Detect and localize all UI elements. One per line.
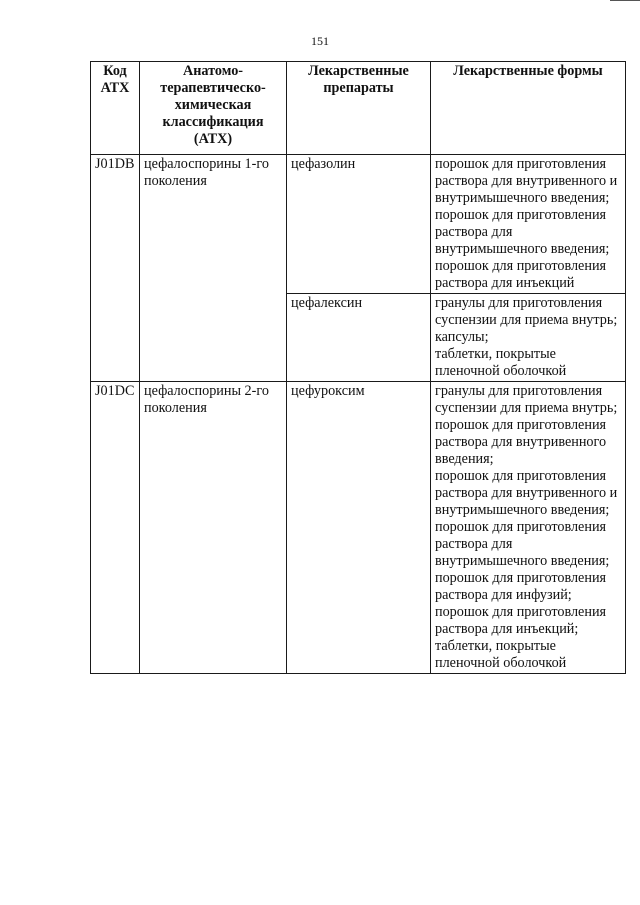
dosage-form-item: порошок для приготовления раствора для внутримышечного введения; — [435, 207, 610, 257]
dosage-form-item: таблетки, покрытые пленочной оболочкой — [435, 638, 567, 671]
header-dosage-forms: Лекарственные формы — [431, 62, 626, 155]
table-row — [91, 155, 626, 294]
atc-code-cell: J01DC — [91, 382, 140, 674]
page-number: 151 — [311, 34, 329, 48]
dosage-form-item: порошок для приготовления раствора для внутривенного введения; — [435, 417, 607, 467]
dosage-form-item: порошок для приготовления раствора для внутримышечного введения; — [435, 519, 610, 569]
atc-drug-table — [90, 61, 626, 674]
dosage-form-item: порошок для приготовления раствора для внутривенного и внутримышечного введения; — [435, 156, 618, 206]
dosage-forms-cell — [431, 382, 626, 674]
drug-name-cell: цефазолин — [287, 155, 431, 294]
drug-name-cell: цефалексин — [287, 294, 431, 382]
dosage-form-item: порошок для приготовления раствора для внутривенного и внутримышечного введения; — [435, 468, 618, 518]
atc-code-cell: J01DB — [91, 155, 140, 382]
dosage-forms-cell — [431, 155, 626, 294]
header-drugs: Лекарственные препараты — [287, 62, 431, 155]
dosage-forms-cell — [431, 294, 626, 382]
dosage-form-item: порошок для приготовления раствора для инфузий; — [435, 570, 607, 603]
classification-cell: цефалоспорины 2-го поколения — [140, 382, 287, 674]
dosage-form-item: порошок для приготовления раствора для инъекций; — [435, 604, 607, 637]
dosage-form-item: порошок для приготовления раствора для инъекций — [435, 258, 607, 291]
header-atc-classification: Анатомо-терапевтическо-химическая классификация (АТХ) — [140, 62, 287, 155]
drug-name-cell: цефуроксим — [287, 382, 431, 674]
dosage-form-item: капсулы; — [435, 329, 489, 345]
header-atc-code: Код АТХ — [91, 62, 140, 155]
dosage-form-item: гранулы для приготовления суспензии для приема внутрь; — [435, 295, 618, 328]
dosage-form-item: гранулы для приготовления суспензии для приема внутрь; — [435, 383, 618, 416]
table-row — [91, 382, 626, 674]
table-header-row — [91, 62, 626, 155]
scan-edge-mark — [610, 0, 640, 1]
dosage-form-item: таблетки, покрытые пленочной оболочкой — [435, 346, 567, 379]
classification-cell: цефалоспорины 1-го поколения — [140, 155, 287, 382]
